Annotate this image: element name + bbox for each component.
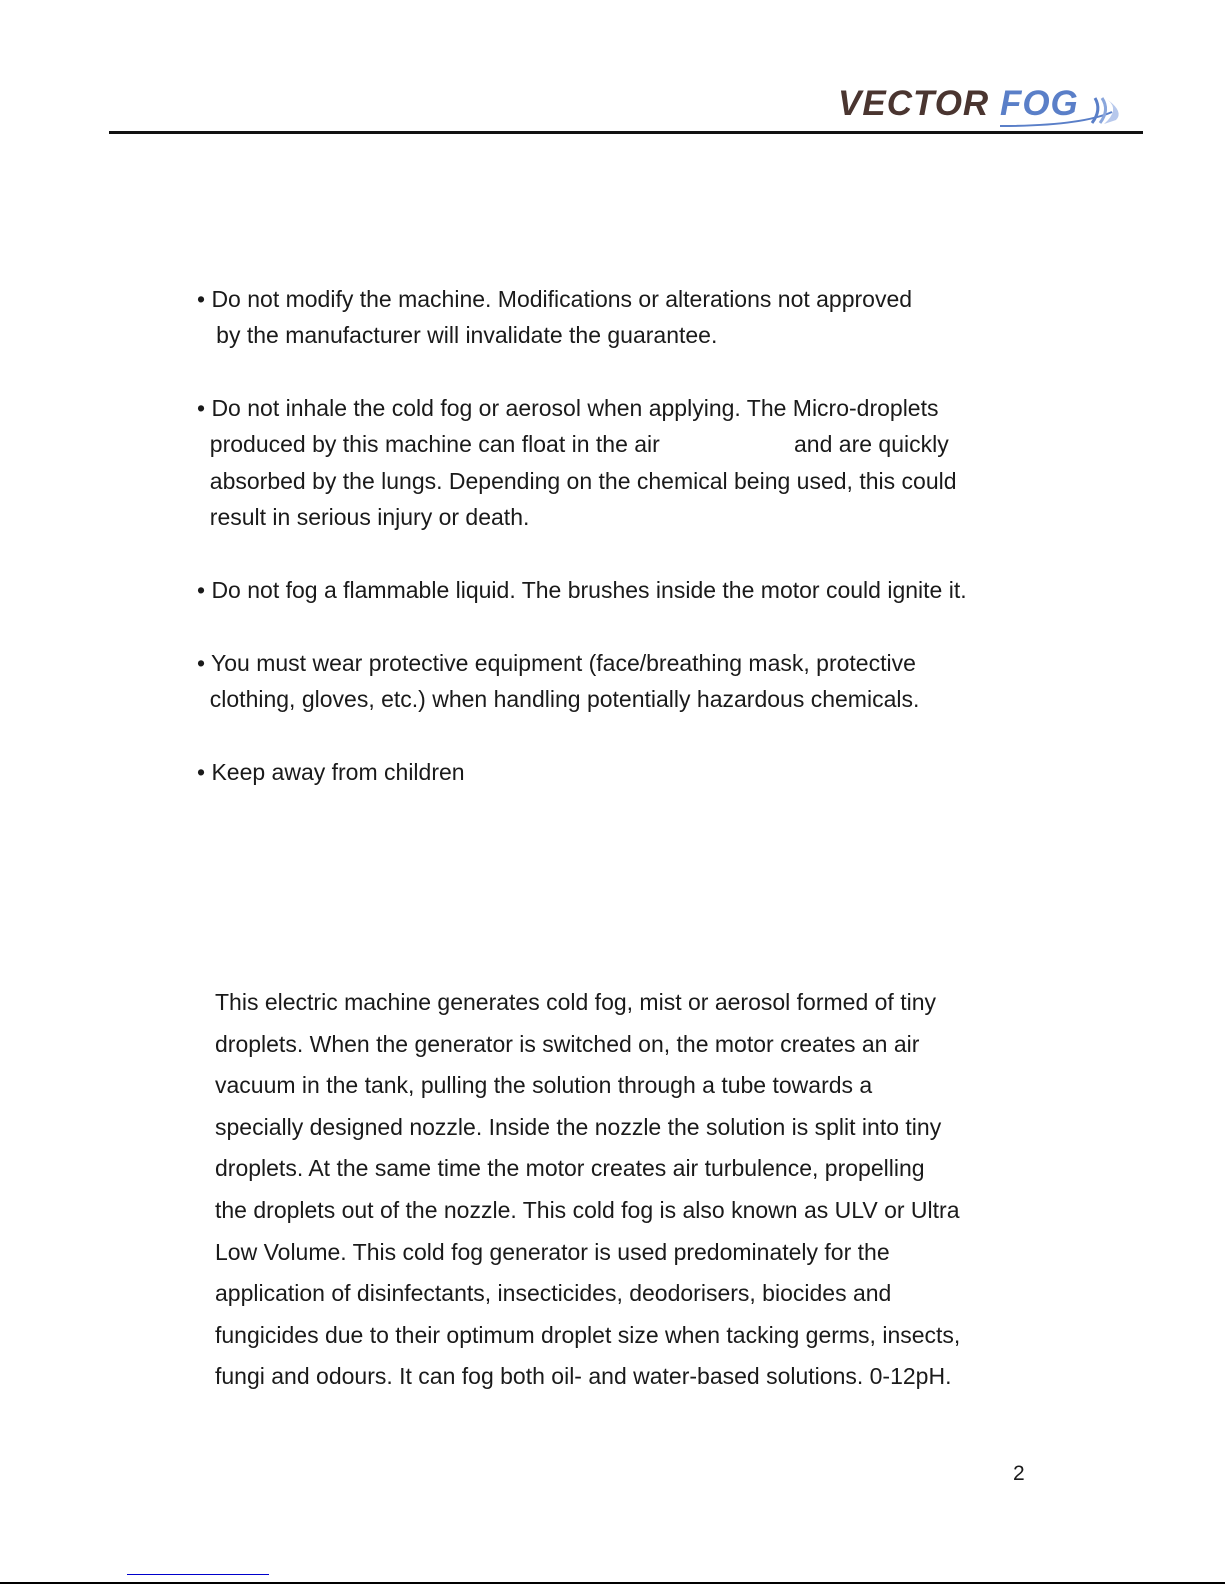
description-line: Low Volume. This cold fog generator is used predominately for the [215,1238,890,1265]
bullet-line: • Keep away from children [197,759,465,785]
bullet-line: • Do not modify the machine. Modifications or alterations not approved [197,286,913,312]
bullet-line: by the manufacturer will invalidate the guarantee. [197,322,718,348]
logo-swoosh-icon [1000,90,1130,130]
bullet-line: absorbed by the lungs. Depending on the chemical being used, this could [197,468,957,494]
bullet-line: • Do not inhale the cold fog or aerosol when applying. The Micro-droplets [197,395,939,421]
bullet-line: • Do not fog a flammable liquid. The brushes inside the motor could ignite it. [197,577,967,603]
bottom-rule [0,1582,1225,1584]
description-line: specially designed nozzle. Inside the nozzle the solution is split into tiny [215,1113,942,1140]
vector-fog-logo: VECTOR FOG [838,84,1079,123]
description-line: fungi and odours. It can fog both oil- and water-based solutions. 0-12pH. [215,1363,952,1390]
link-underline [127,1574,269,1575]
description-line: fungicides due to their optimum droplet size when tacking germs, insects, [215,1321,961,1348]
bullet-line: clothing, gloves, etc.) when handling potentially hazardous chemicals. [197,686,920,712]
bullet-line: • You must wear protective equipment (face/breathing mask, protective [197,650,916,676]
page-number: 2 [1013,1462,1025,1485]
description-line: application of disinfectants, insecticides, deodorisers, biocides and [215,1280,892,1307]
description-line: This electric machine generates cold fog, mist or aerosol formed of tiny [215,989,936,1015]
description-line: droplets. When the generator is switched on, the motor creates an air [215,1030,920,1057]
description-line: vacuum in the tank, pulling the solution through a tube towards a [215,1072,873,1099]
bullet-line: result in serious injury or death. [197,504,530,530]
header-rule [109,131,1143,134]
description-line: the droplets out of the nozzle. This cold fog is also known as ULV or Ultra [215,1197,960,1223]
description-line: droplets. At the same time the motor creates air turbulence, propelling [215,1155,925,1182]
bullet-line: produced by this machine can float in the air and are quickly [197,431,949,457]
